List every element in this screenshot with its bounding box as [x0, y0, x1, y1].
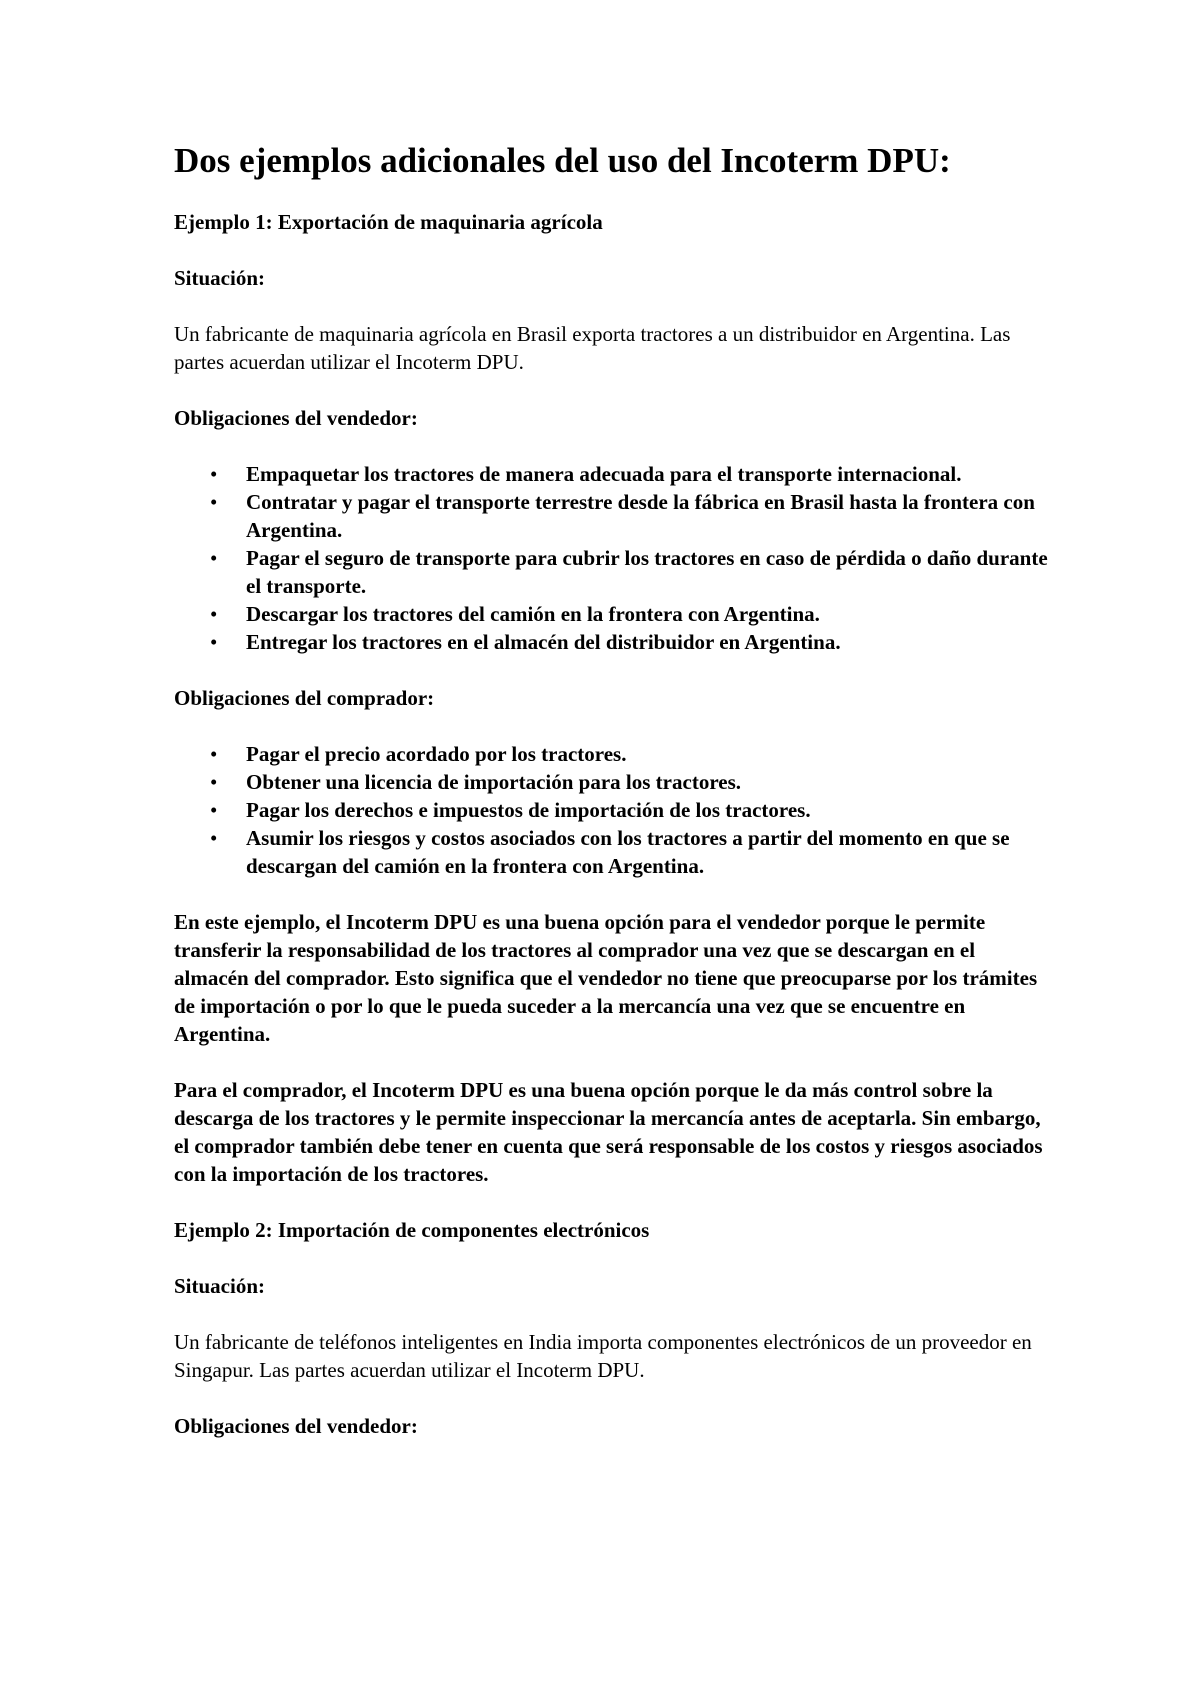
bullet-icon: •	[210, 462, 218, 486]
bullet-icon: •	[210, 490, 218, 514]
bullet-icon: •	[210, 546, 218, 570]
list-item: • Empaquetar los tractores de manera adecuada para el transporte internacional.	[210, 462, 962, 486]
example2-situation-label: Situación:	[174, 1274, 266, 1298]
example1-buyer-list	[174, 740, 1054, 880]
example2-situation-text: Un fabricante de teléfonos inteligentes en India importa componentes electrónicos de un proveedor en Singapur. Las partes acuerdan utilizar el Incoterm DPU.	[174, 1330, 1032, 1382]
bullet-icon: •	[210, 602, 218, 626]
list-item: • Asumir los riesgos y costos asociados con los tractores a partir del momento en que se descargan del camión en la frontera con Argentina.	[210, 826, 1010, 878]
example2-seller-label: Obligaciones del vendedor:	[174, 1414, 418, 1438]
page-title: Dos ejemplos adicionales del uso del Incoterm DPU:	[174, 141, 951, 180]
example1-situation-text: Un fabricante de maquinaria agrícola en Brasil exporta tractores a un distribuidor en Argentina. Las partes acuerdan utilizar el Incoterm DPU.	[174, 322, 1011, 374]
bullet-icon: •	[210, 630, 218, 654]
example1-buyer-label: Obligaciones del comprador:	[174, 686, 435, 710]
list-item: • Descargar los tractores del camión en la frontera con Argentina.	[210, 602, 820, 626]
example1-paragraph-seller: En este ejemplo, el Incoterm DPU es una buena opción para el vendedor porque le permite transferir la responsabilidad de los tractores al comprador una vez que se descargan en el almacén del comprador. Esto significa que el vendedor no tiene que preocuparse por los trámites de importación o por lo que le pueda suceder a la mercancía una vez que se encuentre en Argentina.	[174, 910, 1038, 1046]
example1-seller-list	[174, 460, 1054, 656]
example2-heading: Ejemplo 2: Importación de componentes electrónicos	[174, 1218, 650, 1242]
list-item: • Pagar los derechos e impuestos de importación de los tractores.	[210, 798, 811, 822]
example1-seller-label: Obligaciones del vendedor:	[174, 406, 418, 430]
example1-paragraph-buyer: Para el comprador, el Incoterm DPU es una buena opción porque le da más control sobre la descarga de los tractores y le permite inspeccionar la mercancía antes de aceptarla. Sin embargo, el comprador también debe tener en cuenta que será responsable de los costos y riesgos asociados con la importación de los tractores.	[174, 1078, 1043, 1186]
list-item: • Obtener una licencia de importación para los tractores.	[210, 770, 741, 794]
bullet-icon: •	[210, 770, 218, 794]
bullet-icon: •	[210, 826, 218, 850]
bullet-icon: •	[210, 798, 218, 822]
example1-situation-label: Situación:	[174, 266, 266, 290]
document-page	[174, 140, 1054, 1468]
example1-heading: Ejemplo 1: Exportación de maquinaria agrícola	[174, 210, 603, 234]
list-item: • Pagar el precio acordado por los tractores.	[210, 742, 627, 766]
list-item: • Entregar los tractores en el almacén del distribuidor en Argentina.	[210, 630, 841, 654]
bullet-icon: •	[210, 742, 218, 766]
list-item: • Contratar y pagar el transporte terrestre desde la fábrica en Brasil hasta la frontera con Argentina.	[210, 490, 1035, 542]
list-item: • Pagar el seguro de transporte para cubrir los tractores en caso de pérdida o daño durante el transporte.	[210, 546, 1048, 598]
